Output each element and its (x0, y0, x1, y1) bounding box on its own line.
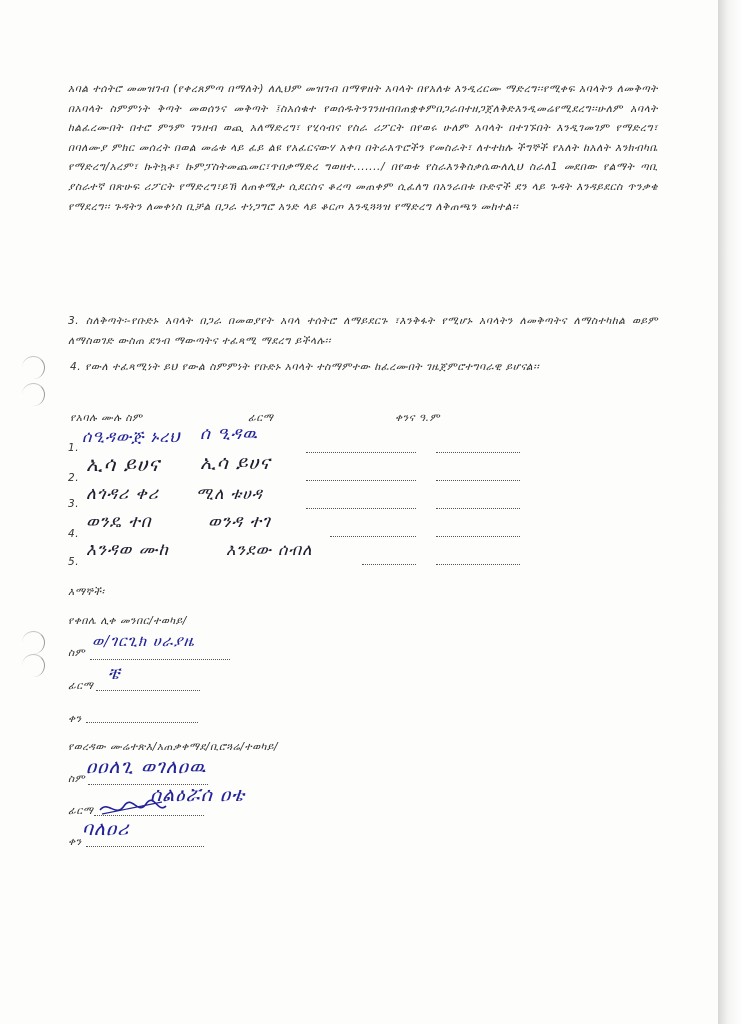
row-number: 5. (68, 556, 80, 568)
date-line (306, 452, 416, 453)
office-signature-label: ፊርማ (68, 805, 94, 817)
member-signature-handwritten: ሰ ዒዳዉ (200, 424, 259, 444)
row-number: 2. (68, 472, 80, 484)
kebele-signature-label: ፊርማ (68, 680, 94, 692)
kebele-name-handwritten: ወ/ገርጊክ ሀራያዜ (92, 632, 195, 650)
office-date-handwritten: ባለዐሪ (82, 818, 130, 840)
punch-hole (22, 383, 45, 406)
date-line (306, 480, 416, 481)
date-line (436, 564, 520, 565)
row-number: 4. (68, 528, 80, 540)
date-line (436, 508, 520, 509)
kebele-chair-title: የቀበሌ ሊቀ መንበር/ተወካይ/ (68, 615, 187, 627)
header-date: ቀንና ዓ.ም (395, 412, 440, 424)
header-member-name: የአባሉ ሙሉ ስም (70, 412, 143, 424)
member-name-handwritten: ኢሳ ይሀና (86, 452, 160, 476)
date-line (330, 536, 416, 537)
kebele-signature-line (96, 690, 200, 691)
punch-hole (22, 631, 45, 654)
member-signature-handwritten: ሚለ ቱሀዳ (196, 484, 263, 503)
row-number: 3. (68, 498, 80, 510)
member-signature-handwritten: እንደው ሰብለ (226, 540, 313, 559)
header-signature: ፊርማ (248, 412, 274, 424)
date-line (436, 452, 520, 453)
paragraph-effectiveness: 4. የውለ ተፈጻሚነት ይህ የውል ስምምነት የቡድኑ አባላት ተስማምተው ከፈረሙበት ገዜጀምሮተግባራዊ ይሆናል፡፡ (70, 361, 540, 373)
witnesses-label: እማኞች፡ (68, 586, 105, 598)
kebele-name-label: ስም (68, 647, 86, 659)
date-line (436, 536, 520, 537)
kebele-name-line (90, 659, 230, 660)
office-name-handwritten: ዐዐለጊ ወገለዐዉ (86, 756, 207, 778)
office-date-line (86, 846, 204, 847)
row-number: 1. (68, 442, 80, 454)
date-line (306, 508, 416, 509)
office-signature-handwritten: ሰልዕሯሰ ዐቴ (150, 784, 246, 806)
date-line (362, 564, 416, 565)
office-date-label: ቀን (68, 836, 82, 848)
date-line (436, 480, 520, 481)
punch-hole (22, 654, 45, 677)
page-edge (718, 0, 743, 1024)
member-name-handwritten: ሰዒዳውጅ ኑረህ (82, 427, 181, 446)
member-name-handwritten: ወንዴ ተበ (86, 512, 152, 532)
kebele-date-line (86, 722, 198, 723)
member-name-handwritten: ለጎዳሪ ቀሪ (86, 484, 159, 504)
member-name-handwritten: እንዳወ ሙከ (86, 540, 169, 560)
punch-hole (22, 356, 45, 379)
paragraph-responsibilities: አባል ተሰትሮ መመዝገብ (የቀረጸምጣ በማለት) ለሊህም መዝገብ በማዋዘት አባላት በየአለቱ እንዲረርሙ ማድረግ፡፡የሚቀፍ አባላትን ለመቅጣት በአባላት ስምምነት ቅጣት መወሰንና መቅጣት ፤ስአሰቁተ የወሰዱትንገንዘብበጠቋቀምበጋራበተዘጋጀለቅድእንዲመሬየሚደረግ፡፡ሁለም አባላት ከልፈረሙበት በተሮ ምንም ገንዘብ ወጪ አለማድረግ፣ የሂሳብና የስራ ሪፖርት በየወሩ ሁለም አባላት በተገኙበት እንዲገመገም የማድረግ፣ በባለሙያ ምክር መሰረት በወል መሬቱ ላይ ፈይ ልዩ የአፈርናውሃ አቀባ በትራአጥሮችን የመስራት፣ ለተተከሉ ችግኞች የአለት ከአለት እንክብካቤ የማድረግ/አረም፣ ኩትኳቶ፣ ኩምፓስትመጨመር፣ጥበቃማድረ ግወዘተ......./ በየወቱ የስራእንቅስቃሴውለሊህ ስራለ1 መደበው የልማት ጣቢ ያስራተኛ በጽሁፍ ሪፖርት የማድረግ፣ይኽ ለጠቀሜታ ሲደርስና ቆረጣ መጠቀም ሲፈለግ በአንራበቱ ቡድኖች ደን ላይ ጉዳት እንዳይደርስ ጥንቃቄ የማደረግ፡፡ ጉዳትን ለመቀነስ ቢቻል በጋራ ተነጋግሮ አንድ ላይ ቆርጦ እንዲጓጓዝ የማድረግ ለቅጠጫን መከተል፡፡ (68, 83, 658, 213)
member-signature-handwritten: ኢሳ ይሀና (200, 452, 271, 474)
member-signature-handwritten: ወንዳ ተገ (208, 512, 271, 532)
paragraph-penalties: 3. ስለቅጣት፡-የቡድኑ አባላት በጋራ በመወያየት አባላ ተሰትሮ ለማይደርጉ ፣እንቅፋት የሚሆኑ አባላትን ለመቅጣትና ለማስተካከል ወይም ለማስወገድ ውስጠ ደንብ ማውጣትና ተፈጻሚ ማደረግ ይችላሉ፡፡ (68, 315, 659, 347)
office-rep-title: የወረዳው ሙሬተጽእ/አጠቃቀማደ/ቢሮጓሬ/ተወካይ/ (68, 741, 279, 753)
kebele-signature-handwritten: ቼ (108, 664, 121, 684)
kebele-date-label: ቀን (68, 713, 82, 725)
office-name-label: ስም (68, 773, 86, 785)
